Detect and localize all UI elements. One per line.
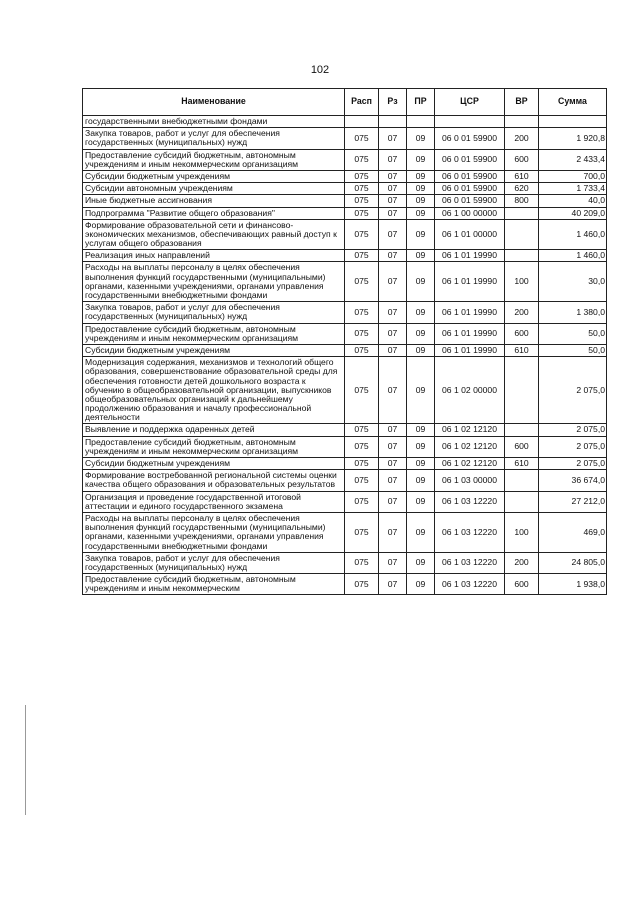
cell-pr: 09 <box>407 207 435 219</box>
cell-pr: 09 <box>407 183 435 195</box>
cell-name: Иные бюджетные ассигнования <box>83 195 345 207</box>
cell-sum: 1 380,0 <box>539 302 607 323</box>
cell-vr <box>505 357 539 424</box>
cell-pr: 09 <box>407 262 435 302</box>
cell-pr: 09 <box>407 219 435 250</box>
cell-rasp: 075 <box>345 424 379 436</box>
cell-sum: 40,0 <box>539 195 607 207</box>
cell-rz: 07 <box>379 207 407 219</box>
cell-name: Выявление и поддержка одаренных детей <box>83 424 345 436</box>
cell-vr <box>505 250 539 262</box>
cell-name: Формирование образовательной сети и финансово-экономических механизмов, обеспечивающих равный доступ к услугам общего образования <box>83 219 345 250</box>
cell-vr: 600 <box>505 436 539 457</box>
table-row <box>83 458 607 470</box>
cell-rasp: 075 <box>345 262 379 302</box>
cell-vr: 610 <box>505 344 539 356</box>
cell-rz: 07 <box>379 128 407 149</box>
cell-csr: 06 1 01 19990 <box>435 250 505 262</box>
cell-pr: 09 <box>407 149 435 170</box>
cell-rz: 07 <box>379 491 407 512</box>
cell-pr <box>407 116 435 128</box>
cell-pr: 09 <box>407 302 435 323</box>
cell-vr: 600 <box>505 574 539 595</box>
cell-name: Расходы на выплаты персоналу в целях обеспечения выполнения функций государственными (муниципальными) органами, казенными учреждениями, органами управления государственными внебюджетными фондами <box>83 512 345 552</box>
header-csr: ЦСР <box>435 89 505 116</box>
cell-name: Субсидии бюджетным учреждениям <box>83 344 345 356</box>
cell-rz: 07 <box>379 219 407 250</box>
page-number: 102 <box>310 64 330 76</box>
table-row <box>83 170 607 182</box>
margin-mark <box>25 705 31 815</box>
cell-vr <box>505 470 539 491</box>
cell-vr <box>505 424 539 436</box>
cell-pr: 09 <box>407 552 435 573</box>
cell-csr: 06 1 02 00000 <box>435 357 505 424</box>
cell-rasp: 075 <box>345 512 379 552</box>
cell-rasp: 075 <box>345 183 379 195</box>
cell-sum: 2 075,0 <box>539 458 607 470</box>
cell-rasp: 075 <box>345 149 379 170</box>
table-row <box>83 323 607 344</box>
cell-name: Предоставление субсидий бюджетным, автономным учреждениям и иным некоммерческим организациям <box>83 323 345 344</box>
cell-vr: 620 <box>505 183 539 195</box>
cell-sum: 700,0 <box>539 170 607 182</box>
cell-rz: 07 <box>379 552 407 573</box>
cell-rz: 07 <box>379 458 407 470</box>
cell-pr: 09 <box>407 458 435 470</box>
cell-rz: 07 <box>379 170 407 182</box>
cell-rasp: 075 <box>345 219 379 250</box>
cell-name: Организация и проведение государственной итоговой аттестации и единого государственного экзамена <box>83 491 345 512</box>
cell-name: Субсидии бюджетным учреждениям <box>83 458 345 470</box>
cell-name: Модернизация содержания, механизмов и технологий общего образования, совершенствование образовательной среды для обеспечения готовности детей дошкольного возраста к обучению в общеобразовательной организации, выпускников общеобразовательных организаций к дальнейшему продолжению образования и началу профессиональной деятельности <box>83 357 345 424</box>
cell-rasp: 075 <box>345 491 379 512</box>
cell-rz: 07 <box>379 195 407 207</box>
cell-csr: 06 1 01 19990 <box>435 262 505 302</box>
header-name: Наименование <box>83 89 345 116</box>
cell-sum: 469,0 <box>539 512 607 552</box>
cell-name: Формирование востребованной региональной системы оценки качества общего образования и образовательных результатов <box>83 470 345 491</box>
table-row <box>83 116 607 128</box>
cell-vr: 600 <box>505 323 539 344</box>
cell-vr <box>505 207 539 219</box>
cell-csr: 06 1 03 12220 <box>435 491 505 512</box>
cell-csr: 06 1 01 19990 <box>435 344 505 356</box>
cell-name: государственными внебюджетными фондами <box>83 116 345 128</box>
cell-csr: 06 1 01 00000 <box>435 219 505 250</box>
cell-rasp: 075 <box>345 207 379 219</box>
cell-rasp: 075 <box>345 344 379 356</box>
cell-csr: 06 1 03 12220 <box>435 552 505 573</box>
cell-csr: 06 0 01 59900 <box>435 170 505 182</box>
cell-name: Расходы на выплаты персоналу в целях обеспечения выполнения функций государственными (муниципальными) органами, казенными учреждениями, органами управления государственными внебюджетными фондами <box>83 262 345 302</box>
cell-pr: 09 <box>407 491 435 512</box>
cell-rasp: 075 <box>345 250 379 262</box>
cell-csr: 06 1 00 00000 <box>435 207 505 219</box>
cell-csr: 06 1 02 12120 <box>435 458 505 470</box>
cell-rz: 07 <box>379 357 407 424</box>
cell-vr: 200 <box>505 302 539 323</box>
cell-rz: 07 <box>379 323 407 344</box>
cell-name: Закупка товаров, работ и услуг для обеспечения государственных (муниципальных) нужд <box>83 302 345 323</box>
table-row <box>83 491 607 512</box>
cell-name: Предоставление субсидий бюджетным, автономным учреждениям и иным некоммерческим <box>83 574 345 595</box>
table-row <box>83 424 607 436</box>
cell-csr: 06 0 01 59900 <box>435 149 505 170</box>
cell-rasp: 075 <box>345 195 379 207</box>
cell-name: Субсидии автономным учреждениям <box>83 183 345 195</box>
table-row <box>83 436 607 457</box>
table-header-row <box>83 89 607 116</box>
cell-rz: 07 <box>379 149 407 170</box>
table-row <box>83 574 607 595</box>
cell-vr: 200 <box>505 128 539 149</box>
cell-pr: 09 <box>407 512 435 552</box>
cell-sum: 24 805,0 <box>539 552 607 573</box>
cell-rasp: 075 <box>345 574 379 595</box>
header-pr: ПР <box>407 89 435 116</box>
cell-rasp: 075 <box>345 170 379 182</box>
cell-sum: 2 075,0 <box>539 357 607 424</box>
cell-sum: 2 075,0 <box>539 436 607 457</box>
cell-pr: 09 <box>407 128 435 149</box>
cell-rasp: 075 <box>345 436 379 457</box>
cell-rz: 07 <box>379 250 407 262</box>
cell-pr: 09 <box>407 357 435 424</box>
cell-name: Субсидии бюджетным учреждениям <box>83 170 345 182</box>
header-rz: Рз <box>379 89 407 116</box>
cell-sum: 1 460,0 <box>539 250 607 262</box>
cell-sum <box>539 116 607 128</box>
cell-rz <box>379 116 407 128</box>
cell-rz: 07 <box>379 424 407 436</box>
table-row <box>83 219 607 250</box>
cell-pr: 09 <box>407 436 435 457</box>
cell-vr <box>505 219 539 250</box>
cell-pr: 09 <box>407 250 435 262</box>
table-row <box>83 183 607 195</box>
cell-csr: 06 0 01 59900 <box>435 128 505 149</box>
cell-sum: 40 209,0 <box>539 207 607 219</box>
table-row <box>83 552 607 573</box>
cell-csr: 06 1 01 19990 <box>435 323 505 344</box>
cell-rasp: 075 <box>345 458 379 470</box>
cell-pr: 09 <box>407 195 435 207</box>
table-row <box>83 207 607 219</box>
cell-sum: 30,0 <box>539 262 607 302</box>
cell-name: Реализация иных направлений <box>83 250 345 262</box>
cell-csr: 06 1 03 12220 <box>435 574 505 595</box>
cell-csr: 06 1 01 19990 <box>435 302 505 323</box>
cell-vr: 610 <box>505 170 539 182</box>
cell-vr: 100 <box>505 512 539 552</box>
table-row <box>83 262 607 302</box>
cell-pr: 09 <box>407 344 435 356</box>
cell-csr: 06 1 02 12120 <box>435 436 505 457</box>
cell-rasp: 075 <box>345 323 379 344</box>
cell-rz: 07 <box>379 302 407 323</box>
cell-csr: 06 1 02 12120 <box>435 424 505 436</box>
cell-name: Предоставление субсидий бюджетным, автономным учреждениям и иным некоммерческим организациям <box>83 149 345 170</box>
table-body <box>83 116 607 595</box>
cell-pr: 09 <box>407 574 435 595</box>
cell-vr: 200 <box>505 552 539 573</box>
cell-csr: 06 1 03 00000 <box>435 470 505 491</box>
cell-rz: 07 <box>379 183 407 195</box>
cell-sum: 2 433,4 <box>539 149 607 170</box>
header-rasp: Расп <box>345 89 379 116</box>
cell-pr: 09 <box>407 323 435 344</box>
cell-csr <box>435 116 505 128</box>
cell-csr: 06 0 01 59900 <box>435 183 505 195</box>
cell-rz: 07 <box>379 344 407 356</box>
cell-rasp: 075 <box>345 357 379 424</box>
cell-rasp: 075 <box>345 128 379 149</box>
cell-pr: 09 <box>407 170 435 182</box>
cell-vr: 600 <box>505 149 539 170</box>
cell-sum: 27 212,0 <box>539 491 607 512</box>
cell-name: Закупка товаров, работ и услуг для обеспечения государственных (муниципальных) нужд <box>83 128 345 149</box>
table-row <box>83 470 607 491</box>
cell-name: Предоставление субсидий бюджетным, автономным учреждениям и иным некоммерческим организациям <box>83 436 345 457</box>
cell-rasp <box>345 116 379 128</box>
table-row <box>83 512 607 552</box>
cell-sum: 50,0 <box>539 344 607 356</box>
cell-rasp: 075 <box>345 470 379 491</box>
cell-vr: 800 <box>505 195 539 207</box>
cell-rasp: 075 <box>345 302 379 323</box>
cell-sum: 2 075,0 <box>539 424 607 436</box>
table-row <box>83 128 607 149</box>
cell-rz: 07 <box>379 470 407 491</box>
cell-csr: 06 0 01 59900 <box>435 195 505 207</box>
cell-sum: 50,0 <box>539 323 607 344</box>
cell-rz: 07 <box>379 574 407 595</box>
table-row <box>83 302 607 323</box>
cell-rz: 07 <box>379 262 407 302</box>
cell-pr: 09 <box>407 470 435 491</box>
budget-table <box>82 88 607 595</box>
table-row <box>83 149 607 170</box>
cell-csr: 06 1 03 12220 <box>435 512 505 552</box>
cell-sum: 36 674,0 <box>539 470 607 491</box>
cell-sum: 1 460,0 <box>539 219 607 250</box>
cell-rz: 07 <box>379 512 407 552</box>
cell-vr <box>505 116 539 128</box>
table-row <box>83 195 607 207</box>
table-row <box>83 250 607 262</box>
cell-sum: 1 938,0 <box>539 574 607 595</box>
header-vr: ВР <box>505 89 539 116</box>
cell-vr <box>505 491 539 512</box>
cell-vr: 610 <box>505 458 539 470</box>
cell-rasp: 075 <box>345 552 379 573</box>
cell-pr: 09 <box>407 424 435 436</box>
cell-name: Закупка товаров, работ и услуг для обеспечения государственных (муниципальных) нужд <box>83 552 345 573</box>
table-row <box>83 344 607 356</box>
cell-sum: 1 920,8 <box>539 128 607 149</box>
header-sum: Сумма <box>539 89 607 116</box>
cell-rz: 07 <box>379 436 407 457</box>
cell-vr: 100 <box>505 262 539 302</box>
table-row <box>83 357 607 424</box>
cell-name: Подпрограмма "Развитие общего образования" <box>83 207 345 219</box>
cell-sum: 1 733,4 <box>539 183 607 195</box>
